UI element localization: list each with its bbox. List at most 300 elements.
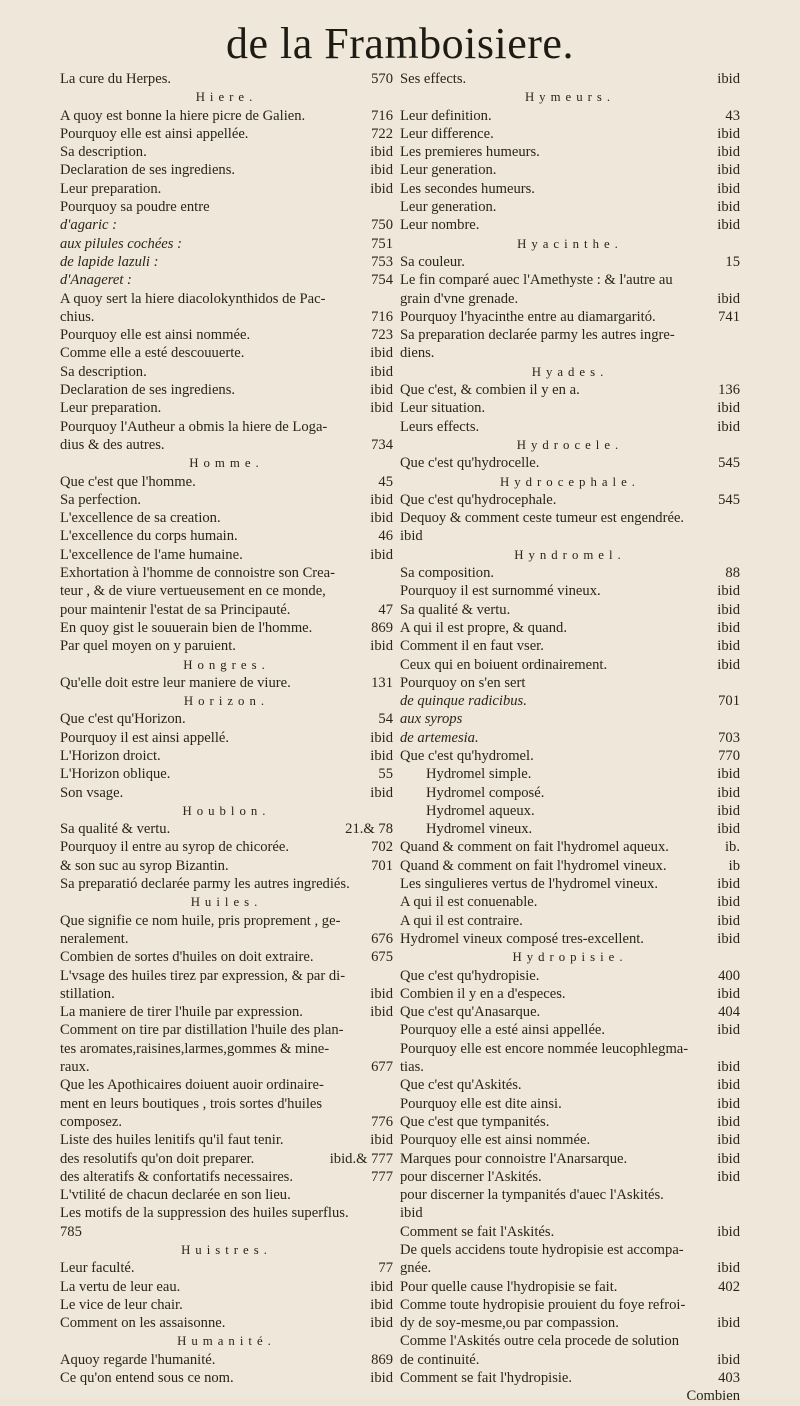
entry-text: & son suc au syrop Bizantin. — [60, 857, 229, 874]
page-ref: ibid — [717, 199, 740, 216]
page-ref: ibid — [717, 601, 740, 618]
page-ref: 136 — [718, 382, 740, 399]
entry-text: Hydromel vineux. — [426, 821, 533, 838]
page-ref: ibid — [717, 1059, 740, 1076]
section-heading: Huistres. — [181, 1243, 272, 1257]
index-entry — [60, 985, 393, 1003]
page-ref: ibid — [717, 418, 740, 435]
page-ref: ibid — [717, 290, 740, 307]
page-ref: 869 — [371, 1351, 393, 1368]
index-entry — [400, 967, 740, 985]
page-ref: 703 — [718, 729, 740, 746]
index-entry — [60, 509, 393, 527]
entry-text: ibid — [400, 528, 423, 545]
page-ref: 734 — [371, 436, 393, 453]
page-ref: ibid — [717, 619, 740, 636]
entry-text: Que c'est qu'Anasarque. — [400, 1004, 541, 1021]
index-entry — [400, 1168, 740, 1186]
index-entry — [60, 1314, 393, 1332]
index-entry — [60, 948, 393, 966]
index-entry — [60, 765, 393, 783]
entry-text: aux pilules cochées : — [60, 235, 182, 252]
page-ref: 131 — [371, 674, 393, 691]
page-ref: ibid — [370, 1004, 393, 1021]
entry-text: Declaration de ses ingrediens. — [60, 382, 236, 399]
index-entry — [60, 1003, 393, 1021]
page-ref: 777 — [371, 1168, 393, 1185]
page-ref: 45 — [378, 473, 393, 490]
entry-text: de lapide lazuli : — [60, 253, 159, 270]
index-entry — [60, 1351, 393, 1369]
entry-text: neralement. — [60, 930, 129, 947]
section-heading: Hyacinthe. — [517, 236, 623, 251]
entry-text: dy de soy-mesme,ou par compassion. — [400, 1315, 619, 1332]
entry-text: Les premieres humeurs. — [400, 144, 540, 161]
index-entry — [60, 491, 393, 509]
index-entry — [400, 674, 740, 692]
index-entry — [400, 564, 740, 582]
page-ref: 545 — [718, 491, 740, 508]
index-entry — [60, 784, 393, 802]
index-entry — [400, 1204, 740, 1222]
entry-text: Ceux qui en boiuent ordinairement. — [400, 656, 608, 673]
page-ref: ibid — [717, 1077, 740, 1094]
index-entry-line: Le fin comparé auec l'Amethyste : & l'autre au — [400, 272, 673, 289]
index-entry — [400, 1314, 740, 1332]
index-entry — [400, 601, 740, 619]
entry-text: Sa perfection. — [60, 491, 142, 508]
entry-text: A qui il est contraire. — [400, 912, 523, 929]
index-entry — [60, 1186, 393, 1204]
page-ref: ibid — [717, 894, 740, 911]
index-entry — [60, 70, 393, 88]
index-entry — [400, 729, 740, 747]
entry-text: Liste des huiles lenitifs qu'il faut tenir. — [60, 1132, 284, 1149]
index-entry — [60, 198, 393, 216]
index-entry — [400, 619, 740, 637]
entry-text: ibid — [400, 1205, 423, 1222]
page-ref: 402 — [718, 1278, 740, 1295]
entry-text: L'excellence du corps humain. — [60, 528, 238, 545]
index-entry — [400, 290, 740, 308]
page-ref: 88 — [725, 565, 740, 582]
page-ref: ibid — [370, 747, 393, 764]
entry-text: de continuité. — [400, 1351, 480, 1368]
entry-text: Hydromel vineux composé tres-excellent. — [400, 930, 644, 947]
index-entry-line: Comme toute hydropisie prouient du foye refroi- — [400, 1296, 686, 1313]
entry-text: Quand & comment on fait l'hydromel vineux. — [400, 857, 667, 874]
entry-text: Pourquoy elle est ainsi appellée. — [60, 125, 249, 142]
index-entry — [400, 1095, 740, 1113]
entry-text: composez. — [60, 1113, 123, 1130]
index-entry — [400, 180, 740, 198]
index-entry — [400, 912, 740, 930]
page-ref: ibid.& 777 — [329, 1150, 393, 1167]
entry-text: Pourquoy il est surnommé vineux. — [400, 583, 601, 600]
entry-text: Sa qualité & vertu. — [400, 601, 511, 618]
index-entry-line: teur , & de viure vertueusement en ce monde, — [60, 583, 326, 600]
entry-text: Aquoy regarde l'humanité. — [60, 1351, 216, 1368]
page-ref: ibid — [717, 1150, 740, 1167]
page-ref: ibid — [717, 638, 740, 655]
page-ref: ibid — [717, 1113, 740, 1130]
page-ref: ibid — [717, 583, 740, 600]
entry-text: A quoy est bonne la hiere picre de Galien. — [60, 107, 306, 124]
entry-text: Pourquoy elle est dite ainsi. — [400, 1095, 562, 1112]
entry-text: Comment on les assaisonne. — [60, 1315, 226, 1332]
entry-text: Le vice de leur chair. — [60, 1296, 183, 1313]
index-entry — [400, 1223, 740, 1241]
entry-text: Quand & comment on fait l'hydromel aqueux. — [400, 839, 669, 856]
page-ref: ibid — [717, 1168, 740, 1185]
index-entry — [400, 820, 740, 838]
index-entry — [400, 656, 740, 674]
entry-text: Sa couleur. — [400, 253, 465, 270]
page-ref: ibid — [370, 1370, 393, 1387]
index-entry-line: A quoy sert la hiere diacolokynthidos de Pac- — [60, 290, 326, 307]
page-ref: 753 — [371, 253, 393, 270]
page-ref: 702 — [371, 839, 393, 856]
section-heading: Hymeurs. — [524, 90, 616, 105]
index-entry — [60, 143, 393, 161]
page-header: de la Framboisiere. — [226, 19, 574, 68]
section-heading: Hiere. — [195, 90, 258, 105]
page-ref: 677 — [371, 1059, 393, 1076]
index-entry — [400, 1021, 740, 1039]
entry-text: 785 — [60, 1223, 82, 1240]
entry-text: L'Horizon oblique. — [60, 766, 171, 783]
index-entry — [60, 1113, 393, 1131]
index-entry — [60, 399, 393, 417]
page-ref: ibid — [370, 784, 393, 801]
index-entry — [400, 1131, 740, 1149]
page-ref: ibid — [717, 71, 740, 87]
index-entry — [400, 893, 740, 911]
index-entry-line: Sa preparation declarée parmy les autres ingre- — [400, 327, 675, 344]
index-entry — [60, 637, 393, 655]
page-ref: ibid — [370, 510, 393, 527]
entry-text: diens. — [400, 345, 435, 362]
section-heading: Hydrocele. — [516, 437, 624, 452]
page-ref: 869 — [371, 619, 393, 636]
index-entry — [400, 107, 740, 125]
page-ref: 722 — [371, 125, 393, 142]
section-heading: Homme. — [189, 456, 264, 471]
section-heading: Hyades. — [531, 364, 609, 379]
entry-text: Que c'est qu'hydrocelle. — [400, 455, 540, 472]
page-ref: 54 — [378, 711, 393, 728]
section-heading: Houblon. — [182, 803, 271, 818]
index-entry — [400, 1150, 740, 1168]
right-column — [400, 70, 740, 1406]
page-ref: 750 — [371, 217, 393, 234]
catchword: Combien — [686, 1388, 740, 1405]
entry-text: Qu'elle doit estre leur maniere de viure. — [60, 674, 291, 691]
entry-text: pour maintenir l'estat de sa Principauté. — [60, 601, 291, 618]
section-heading: Huiles. — [190, 895, 263, 910]
index-entry-line: tes aromates,raisines,larmes,gommes & mine- — [60, 1040, 330, 1057]
index-entry — [60, 473, 393, 491]
entry-text: gnée. — [400, 1260, 432, 1277]
entry-text: Comment se fait l'hydropisie. — [400, 1370, 573, 1387]
entry-text: L'excellence de l'ame humaine. — [60, 546, 243, 563]
index-entry — [60, 1259, 393, 1277]
page-ref: ibid — [370, 382, 393, 399]
page-ref: ibid — [370, 162, 393, 179]
entry-text: Les singulieres vertus de l'hydromel vineux. — [400, 876, 658, 893]
page-ref: ibid — [717, 784, 740, 801]
index-entry-line: Dequoy & comment ceste tumeur est engendrée. — [400, 510, 685, 527]
page-ref: ibid — [370, 1296, 393, 1313]
page-ref: ibid — [370, 144, 393, 161]
index-entry — [400, 838, 740, 856]
index-entry — [60, 1131, 393, 1149]
index-entry — [400, 344, 740, 362]
entry-text: Pourquoy on s'en sert — [400, 674, 526, 691]
entry-text: tias. — [400, 1059, 424, 1076]
page-ref: ibid — [717, 180, 740, 197]
entry-text: Que c'est que l'homme. — [60, 473, 196, 490]
page-ref: ibid — [370, 985, 393, 1002]
index-entry — [400, 637, 740, 655]
section-heading: Horizon. — [183, 694, 270, 709]
index-entry-line: Exhortation à l'homme de connoistre son Crea- — [60, 565, 335, 582]
page-ref: ibid — [370, 180, 393, 197]
index-entry — [60, 180, 393, 198]
index-entry — [400, 1186, 740, 1204]
index-entry — [400, 253, 740, 271]
page-ref: ibid — [717, 400, 740, 417]
entry-text: Leur definition. — [400, 107, 492, 124]
page-ref: ibid — [370, 345, 393, 362]
page-ref: 404 — [718, 1004, 740, 1021]
page-ref: ibid — [370, 638, 393, 655]
entry-text: La maniere de tirer l'huile par expression. — [60, 1004, 303, 1021]
page-ref: ibid — [717, 1022, 740, 1039]
entry-text: Sa qualité & vertu. — [60, 821, 171, 838]
entry-text: aux syrops — [400, 711, 463, 728]
index-entry — [400, 1003, 740, 1021]
index-entry-line: Pourquoy elle est encore nommée leucophlegma- — [400, 1040, 689, 1057]
entry-text: Sa description. — [60, 144, 147, 161]
page-ref: ibid — [717, 766, 740, 783]
left-column — [60, 70, 393, 1387]
index-entry — [400, 70, 740, 88]
index-entry — [60, 326, 393, 344]
entry-text: des alteratifs & confortatifs necessaires. — [60, 1168, 294, 1185]
section-heading: Hydrocephale. — [500, 474, 640, 489]
entry-text: d'agaric : — [60, 217, 118, 234]
entry-text: pour discerner la tympanités d'auec l'Askités. — [400, 1187, 664, 1204]
page-ref: ibid — [370, 363, 393, 380]
page-ref: ibid — [717, 985, 740, 1002]
page-ref: 676 — [371, 930, 393, 947]
entry-text: A qui il est conuenable. — [400, 894, 538, 911]
page-ref: ibid — [717, 912, 740, 929]
index-entry — [60, 216, 393, 234]
index-entry — [400, 747, 740, 765]
index-entry — [400, 143, 740, 161]
page-ref: ibid — [717, 1315, 740, 1332]
entry-text: Leur preparation. — [60, 180, 162, 197]
entry-text: Leur nombre. — [400, 217, 480, 234]
entry-text: Leur generation. — [400, 162, 497, 179]
index-entry — [400, 1113, 740, 1131]
index-entry-line: Que les Apothicaires doiuent auoir ordinaire- — [60, 1077, 324, 1094]
entry-text: Ce qu'on entend sous ce nom. — [60, 1370, 234, 1387]
index-entry — [400, 381, 740, 399]
entry-text: d'Anageret : — [60, 272, 132, 289]
section-heading: Humanité. — [177, 1334, 276, 1349]
entry-text: Comme elle a esté descouuerte. — [60, 345, 245, 362]
index-entry — [60, 546, 393, 564]
index-entry — [60, 1168, 393, 1186]
page-ref: 43 — [725, 107, 740, 124]
page-ref: ibid — [717, 217, 740, 234]
index-entry — [400, 491, 740, 509]
entry-text: Que c'est qu'Horizon. — [60, 711, 186, 728]
entry-text: Pourquoy l'hyacinthe entre au diamargaritó. — [400, 308, 656, 325]
index-entry — [400, 125, 740, 143]
page-ref: ib. — [725, 839, 740, 856]
entry-text: Hydromel aqueux. — [426, 802, 535, 819]
index-entry — [60, 875, 393, 893]
page-ref: ibid — [717, 1351, 740, 1368]
entry-text: Pourquoy il entre au syrop de chicorée. — [60, 839, 289, 856]
entry-text: Combien de sortes d'huiles on doit extraire. — [60, 949, 314, 966]
index-entry — [400, 161, 740, 179]
index-entry — [400, 692, 740, 710]
entry-text: Hydromel simple. — [426, 766, 532, 783]
entry-text: dius & des autres. — [60, 436, 165, 453]
index-entry — [60, 253, 393, 271]
index-entry — [60, 619, 393, 637]
page-ref: ibid — [717, 930, 740, 947]
index-entry-line: Comme l'Askités outre cela procede de solution — [400, 1333, 680, 1350]
index-entry-line: L'vsage des huiles tirez par expression, & par di- — [60, 967, 346, 984]
index-entry — [400, 930, 740, 948]
page-ref: 754 — [371, 272, 393, 289]
entry-text: Par quel moyen on y paruient. — [60, 638, 236, 655]
page-ref: ibid — [370, 1132, 393, 1149]
entry-text: stillation. — [60, 985, 115, 1002]
page-ref: ibid — [370, 729, 393, 746]
entry-text: de quinque radicibus. — [400, 693, 527, 710]
page-ref: ibid — [717, 656, 740, 673]
index-entry — [60, 1223, 393, 1241]
page-ref: 716 — [371, 107, 393, 124]
index-entry-line: Comment on tire par distillation l'huile des plan- — [60, 1022, 344, 1039]
page-ref: ibid — [717, 821, 740, 838]
index-entry — [400, 198, 740, 216]
index-entry — [60, 308, 393, 326]
page-ref: 21.& 78 — [345, 821, 393, 838]
entry-text: Pour quelle cause l'hydropisie se fait. — [400, 1278, 618, 1295]
entry-text: Que c'est, & combien il y en a. — [400, 382, 580, 399]
index-entry — [400, 1259, 740, 1277]
entry-text: Combien il y en a d'especes. — [400, 985, 566, 1002]
entry-text: Pourquoy elle est ainsi nommée. — [400, 1132, 591, 1149]
entry-text: En quoy gist le souuerain bien de l'homme. — [60, 619, 313, 636]
page-ref: 77 — [378, 1260, 393, 1277]
entry-text: Pourquoy elle est ainsi nommée. — [60, 327, 251, 344]
page-ref: ibid — [370, 1278, 393, 1295]
index-entry-line: ment en leurs boutiques , trois sortes d'huiles — [60, 1095, 323, 1112]
entry-text: Leur difference. — [400, 125, 494, 142]
index-entry — [400, 582, 740, 600]
index-entry — [60, 601, 393, 619]
index-entry — [60, 107, 393, 125]
index-entry — [400, 1278, 740, 1296]
section-heading: Hongres. — [183, 657, 270, 672]
entry-text: Leur generation. — [400, 199, 497, 216]
index-entry-line: Que signifie ce nom huile, pris proprement , ge- — [60, 912, 341, 929]
page-ref: ibid — [717, 1223, 740, 1240]
index-entry — [60, 381, 393, 399]
page-ref: ib — [728, 857, 740, 874]
entry-text: de artemesia. — [400, 729, 479, 746]
entry-text: Que c'est qu'hydromel. — [400, 747, 534, 764]
entry-text: des resolutifs qu'on doit preparer. — [60, 1150, 255, 1167]
page-ref: ibid — [717, 1132, 740, 1149]
index-entry — [400, 784, 740, 802]
entry-text: Les secondes humeurs. — [400, 180, 535, 197]
index-entry — [60, 857, 393, 875]
index-entry — [400, 454, 740, 472]
page-ref: 716 — [371, 308, 393, 325]
entry-text: chius. — [60, 308, 95, 325]
page-ref: 701 — [371, 857, 393, 874]
page-ref: 46 — [378, 528, 393, 545]
index-entry — [60, 235, 393, 253]
entry-text: Que c'est qu'hydrocephale. — [400, 491, 557, 508]
entry-text: Leur faculté. — [60, 1260, 135, 1277]
page-ref: ibid — [717, 125, 740, 142]
index-entry — [60, 1296, 393, 1314]
index-entry — [400, 1058, 740, 1076]
index-entry — [60, 729, 393, 747]
index-entry — [400, 527, 740, 545]
index-entry — [400, 308, 740, 326]
index-entry — [60, 820, 393, 838]
index-entry — [400, 765, 740, 783]
entry-text: La cure du Herpes. — [60, 71, 172, 87]
entry-text: L'Horizon droict. — [60, 747, 161, 764]
page-ref: ibid — [370, 400, 393, 417]
page-ref: ibid — [717, 876, 740, 893]
entry-text: Comment il en faut vser. — [400, 638, 544, 655]
page-ref: ibid — [370, 491, 393, 508]
index-entry-line: De quels accidens toute hydropisie est accompa- — [400, 1242, 684, 1258]
page-ref: 741 — [718, 308, 740, 325]
index-entry — [60, 161, 393, 179]
index-entry — [400, 857, 740, 875]
entry-text: Ses effects. — [400, 71, 467, 87]
index-entry — [60, 271, 393, 289]
page-ref: 403 — [718, 1370, 740, 1387]
index-entry — [400, 875, 740, 893]
index-entry — [60, 1278, 393, 1296]
index-entry — [60, 838, 393, 856]
index-entry — [400, 216, 740, 234]
entry-text: Que c'est que tympanités. — [400, 1113, 550, 1130]
index-entry — [400, 1369, 740, 1387]
index-entry — [60, 1150, 393, 1168]
index-entry — [60, 1058, 393, 1076]
page-ref: ibid — [370, 1315, 393, 1332]
index-entry — [400, 802, 740, 820]
index-entry — [400, 418, 740, 436]
